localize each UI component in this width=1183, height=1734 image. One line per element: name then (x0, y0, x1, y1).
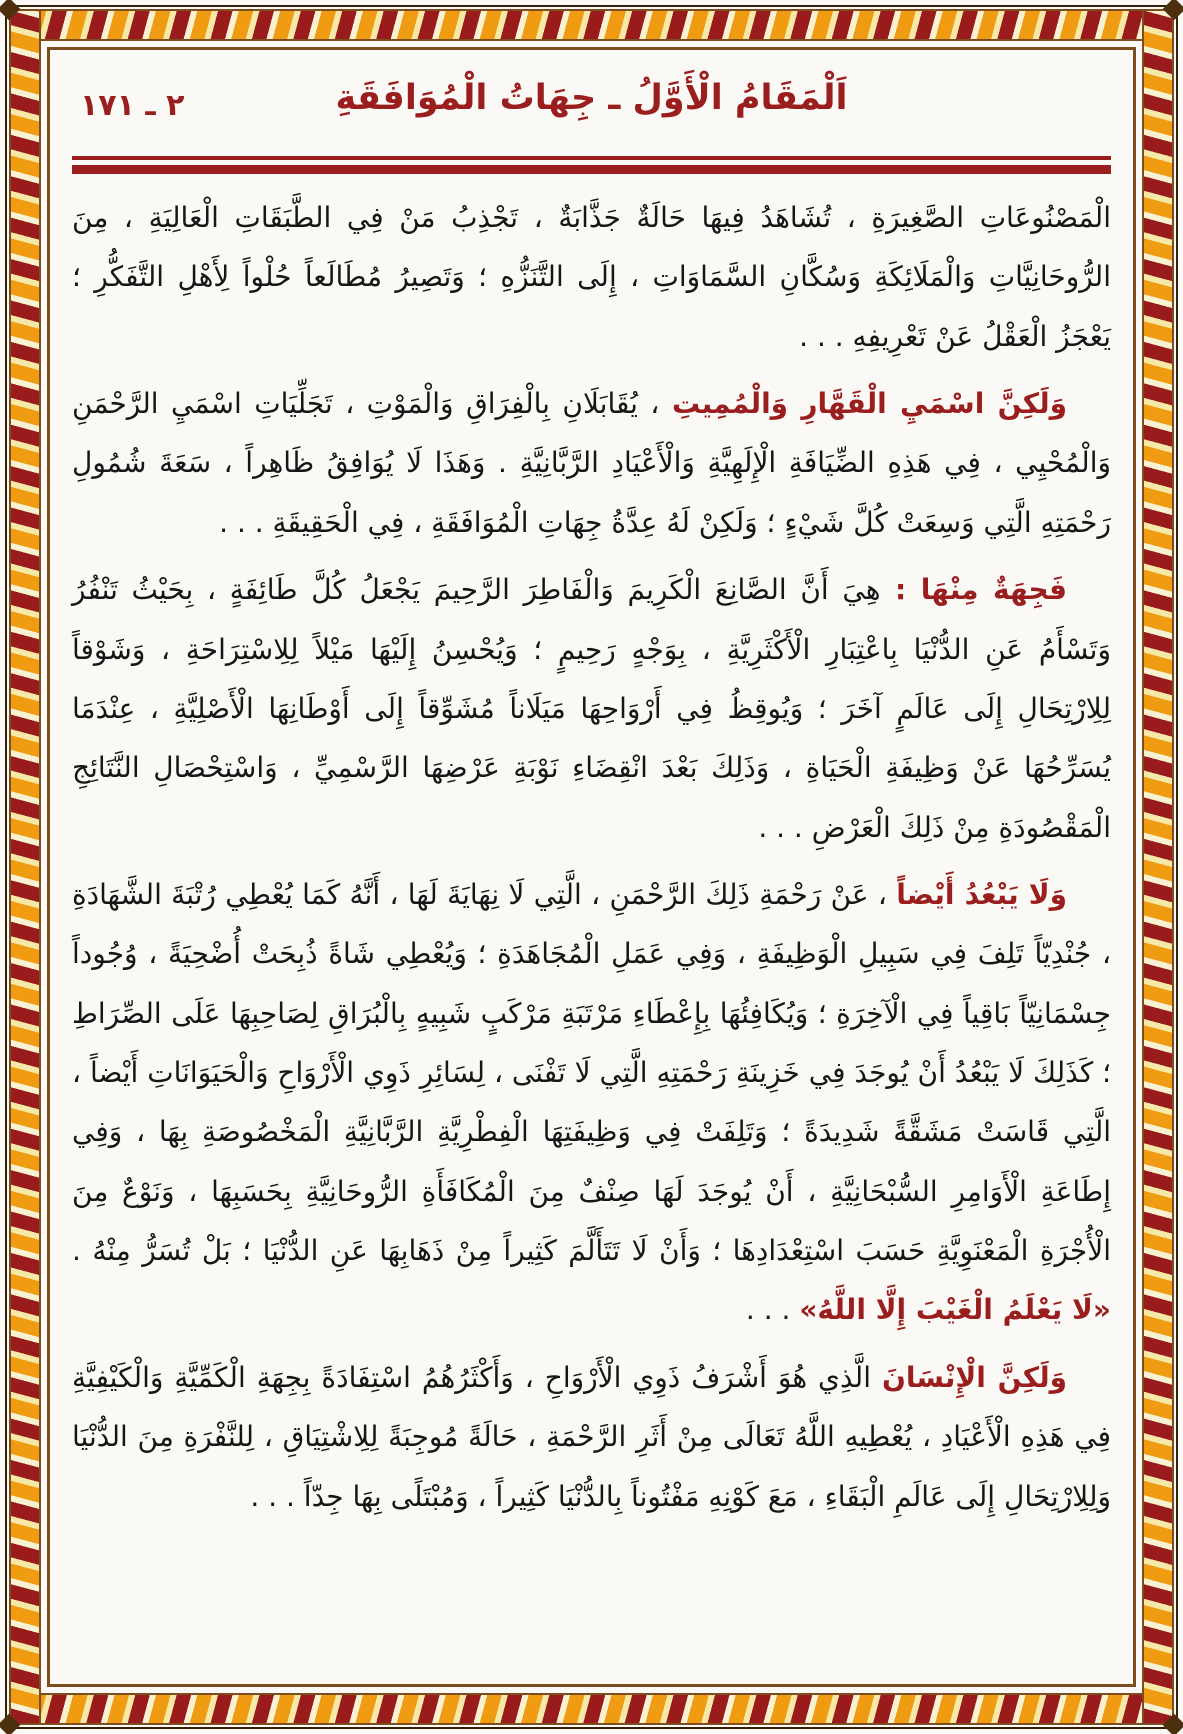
page-title: اَلْمَقَامُ الْأَوَّلُ ـ جِهَاتُ الْمُوَافَقَةِ (335, 78, 848, 118)
paragraph (72, 188, 1111, 366)
frame-chain-border-left (9, 9, 41, 1725)
paragraph (72, 374, 1111, 552)
emphasis-red-text: وَلَكِنَّ اسْمَيِ الْقَهَّارِ وَالْمُمِيتِ (671, 387, 1067, 421)
page-header (72, 58, 1111, 156)
emphasis-red-text: فَجِهَةٌ مِنْهَا : (880, 573, 1068, 607)
body-text-segment: هِيَ أَنَّ الصَّانِعَ الْكَرِيمَ وَالْفَاطِرَ الرَّحِيمَ يَجْعَلُ كُلَّ طَائِفَةٍ ، بِحَيْثُ تَنْفُرُ وَتَسْأَمُ عَنِ الدُّنْيَا بِاعْتِبَارِ الْأَكْثَرِيَّةِ ، بِوَجْهٍ رَحِيمٍ ؛ وَيُحْسِنُ إِلَيْهَا مَيْلاً لِلِاسْتِرَاحَةِ ، وَشَوْقاً لِلِارْتِحَالِ إِلَى عَالَمٍ آخَرَ ؛ وَيُوقِظُ فِي أَرْوَاحِهَا مَيَلَاناً مُشَوِّقاً إِلَى أَوْطَانِهَا الْأَصْلِيَّةِ ، عِنْدَمَا يُسَرِّحُهَا عَنْ وَظِيفَةِ الْحَيَاةِ ، وَذَلِكَ بَعْدَ انْقِضَاءِ نَوْبَةِ عَرْضِهَا الرَّسْمِيِّ ، وَاسْتِحْصَالِ النَّتَائِجِ الْمَقْصُودَةِ مِنْ ذَلِكَ الْعَرْضِ . . . (72, 573, 1111, 844)
header-divider (72, 156, 1111, 174)
body-text-segment: الْمَصْنُوعَاتِ الصَّغِيرَةِ ، تُشَاهَدُ فِيهَا حَالَةٌ جَذَّابَةٌ ، تَجْذِبُ مَنْ فِي الطَّبَقَاتِ الْعَالِيَةِ ، مِنَ الرُّوحَانِيَّاتِ وَالْمَلَائِكَةِ وَسُكَّانِ السَّمَاوَاتِ ، إِلَى التَّنَزُّهِ ؛ وَتَصِيرُ مُطَالَعاً حُلْواً لِأَهْلِ التَّفَكُّرِ ؛ يَعْجَزُ الْعَقْلُ عَنْ تَعْرِيفِهِ . . . (72, 201, 1111, 353)
page-content (72, 58, 1111, 1676)
body-text-segment: . . . (745, 1293, 800, 1327)
page-number: ٢ ـ ١٧١ (80, 88, 185, 123)
emphasis-red-text: وَلَكِنَّ الْإِنْسَانَ (881, 1360, 1067, 1394)
frame-chain-border-bottom (9, 1693, 1174, 1725)
paragraph (72, 560, 1111, 857)
body-text-segment: ، عَنْ رَحْمَةِ ذَلِكَ الرَّحْمَنِ ، الَّتِي لَا نِهَايَةَ لَهَا ، أَنَّهُ كَمَا يُعْطِي رُتْبَةَ الشَّهَادَةِ ، جُنْدِيّاً تَلِفَ فِي سَبِيلِ الْوَظِيفَةِ ، وَفِي عَمَلِ الْمُجَاهَدَةِ ؛ وَيُعْطِي شَاةً ذُبِحَتْ أُضْحِيَةً ، وُجُوداً جِسْمَانِيّاً بَاقِياً فِي الْآخِرَةِ ؛ وَيُكَافِئُهَا بِإِعْطَاءِ مَرْتَبَةِ مَرْكَبٍ شَبِيهٍ بِالْبُرَاقِ لِصَاحِبِهَا عَلَى الصِّرَاطِ ؛ كَذَلِكَ لَا يَبْعُدُ أَنْ يُوجَدَ فِي خَزِينَةِ رَحْمَتِهِ الَّتِي لَا تَفْنَى ، لِسَائِرِ ذَوِي الْأَرْوَاحِ وَالْحَيَوَانَاتِ أَيْضاً ، الَّتِي قَاسَتْ مَشَقَّةً شَدِيدَةً ؛ وَتَلِفَتْ فِي وَظِيفَتِهَا الْفِطْرِيَّةِ الرَّبَّانِيَّةِ الْمَخْصُوصَةِ بِهَا ، وَفِي إِطَاعَةِ الْأَوَامِرِ السُّبْحَانِيَّةِ ، أَنْ يُوجَدَ لَهَا صِنْفٌ مِنَ الْمُكَافَأَةِ الرُّوحَانِيَّةِ بِحَسَبِهَا ، وَنَوْعٌ مِنَ الْأُجْرَةِ الْمَعْنَوِيَّةِ حَسَبَ اسْتِعْدَادِهَا ؛ وَأَنْ لَا تَتَأَلَّمَ كَثِيراً مِنْ ذَهَابِهَا عَنِ الدُّنْيَا ؛ بَلْ تُسَرُّ مِنْهُ . (72, 877, 1111, 1268)
paragraph (72, 865, 1111, 1340)
body-text-segment: ، يُقَابَلَانِ بِالْفِرَاقِ وَالْمَوْتِ ، تَجَلِّيَاتِ اسْمَيِ الرَّحْمَنِ وَالْمُحْيِي ، فِي هَذِهِ الضِّيَافَةِ الْإِلَهِيَّةِ وَالْأَعْيَادِ الرَّبَّانِيَّةِ . وَهَذَا لَا يُوَافِقُ ظَاهِراً ، سَعَةَ شُمُولِ رَحْمَتِهِ الَّتِي وَسِعَتْ كُلَّ شَيْءٍ ؛ وَلَكِنْ لَهُ عِدَّةُ جِهَاتِ الْمُوَافَقَةِ ، فِي الْحَقِيقَةِ . . . (72, 387, 1111, 539)
divider-thick-line (72, 165, 1111, 174)
body-text-segment: الَّذِي هُوَ أَشْرَفُ ذَوِي الْأَرْوَاحِ ، وَأَكْثَرُهُمُ اسْتِفَادَةً بِجِهَةِ الْكَمِّيَّةِ وَالْكَيْفِيَّةِ فِي هَذِهِ الْأَعْيَادِ ، يُعْطِيهِ اللَّهُ تَعَالَى مِنْ أَثَرِ الرَّحْمَةِ ، حَالَةً مُوجِبَةً لِلِاشْتِيَاقِ ، لِلنَّفْرَةِ مِنَ الدُّنْيَا وَلِلِارْتِحَالِ إِلَى عَالَمِ الْبَقَاءِ ، مَعَ كَوْنِهِ مَفْتُوناً بِالدُّنْيَا كَثِيراً ، وَمُبْتَلًى بِهَا جِدّاً . . . (72, 1360, 1111, 1513)
body-text (72, 188, 1111, 1526)
frame-chain-border-right (1142, 9, 1174, 1725)
paragraph (72, 1348, 1111, 1526)
emphasis-red-text: «لَا يَعْلَمُ الْغَيْبَ إِلَّا اللَّهُ» (799, 1293, 1111, 1327)
frame-chain-border-top (9, 9, 1174, 41)
emphasis-red-text: وَلَا يَبْعُدُ أَيْضاً (896, 877, 1068, 911)
